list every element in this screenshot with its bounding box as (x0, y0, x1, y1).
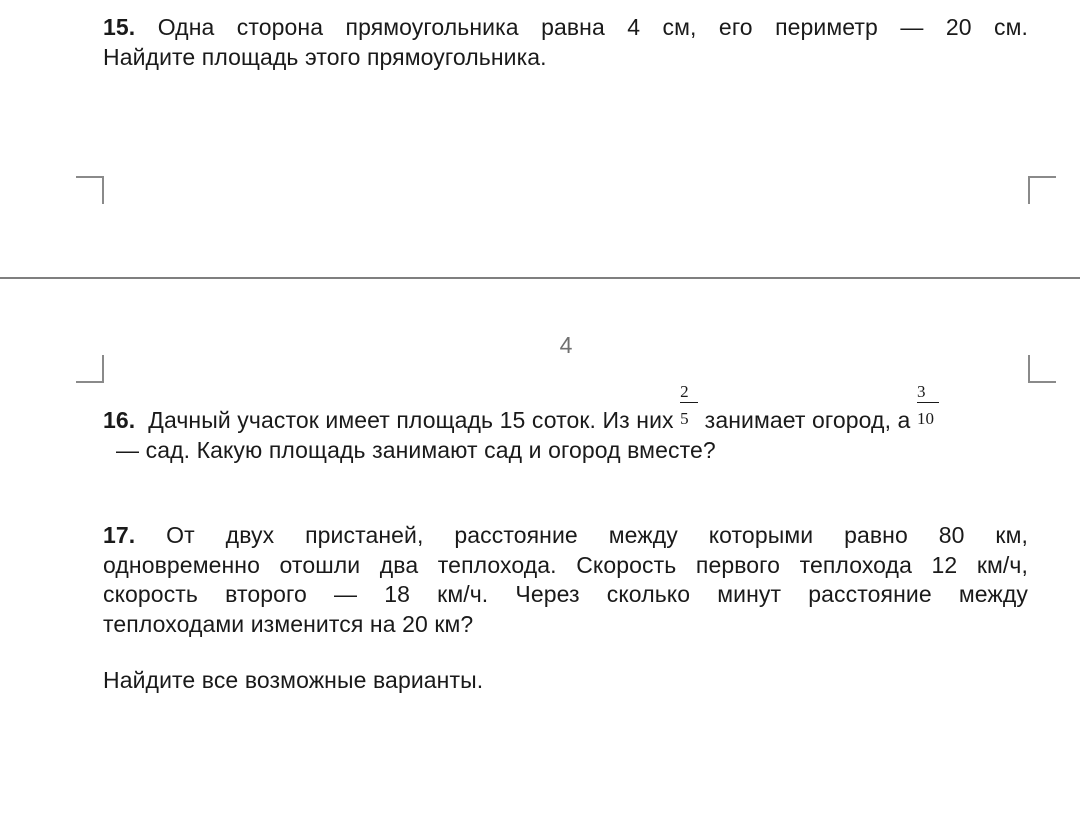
problem-17-line-3: скорость второго — 18 км/ч. Через сколько минут расстояние между (103, 581, 1028, 607)
page-break-divider (0, 277, 1080, 279)
problem-15-number: 15. (103, 14, 136, 40)
fraction-two-fifths-denominator: 5 (680, 409, 689, 428)
problem-16-line-2: — сад. Какую площадь занимают сад и огород вместе? (116, 436, 716, 463)
problem-17 (103, 521, 1028, 639)
page-number: 4 (559, 332, 573, 358)
problem-17-text-1: От двух пристаней, расстояние между которыми равно 80 км, (166, 522, 1028, 548)
problem-16 (103, 382, 1028, 465)
problem-16-number: 16. (103, 407, 136, 433)
problem-17-line-4: теплоходами изменится на 20 км? (103, 610, 474, 637)
page-corner-mark-top-left (76, 176, 104, 204)
page-corner-mark-bottom-left (76, 355, 104, 383)
page-corner-mark-bottom-right (1028, 355, 1056, 383)
problem-15-line-2: Найдите площадь этого прямоугольника. (103, 43, 547, 70)
problem-17-number: 17. (103, 522, 136, 548)
fraction-three-tenths-denominator: 10 (916, 409, 935, 428)
problem-16-line-1 (103, 382, 1028, 436)
problem-17-line-1 (103, 521, 1028, 551)
problem-16-text-b: занимает огород, а (704, 407, 911, 433)
problem-17-line-2: одновременно отошли два теплохода. Скорость первого теплохода 12 км/ч, (103, 551, 1028, 578)
problem-15 (103, 13, 1028, 72)
fraction-two-fifths-numerator: 2 (680, 383, 698, 403)
page-corner-mark-top-right (1028, 176, 1056, 204)
problem-17-note: Найдите все возможные варианты. (103, 667, 484, 693)
fraction-three-tenths-numerator: 3 (917, 383, 939, 403)
problem-16-text-a: Дачный участок имеет площадь 15 соток. Из них (148, 407, 674, 433)
problem-15-text: Одна сторона прямоугольника равна 4 см, его периметр — 20 см. (157, 14, 1028, 40)
problem-15-line-1 (103, 13, 1028, 43)
